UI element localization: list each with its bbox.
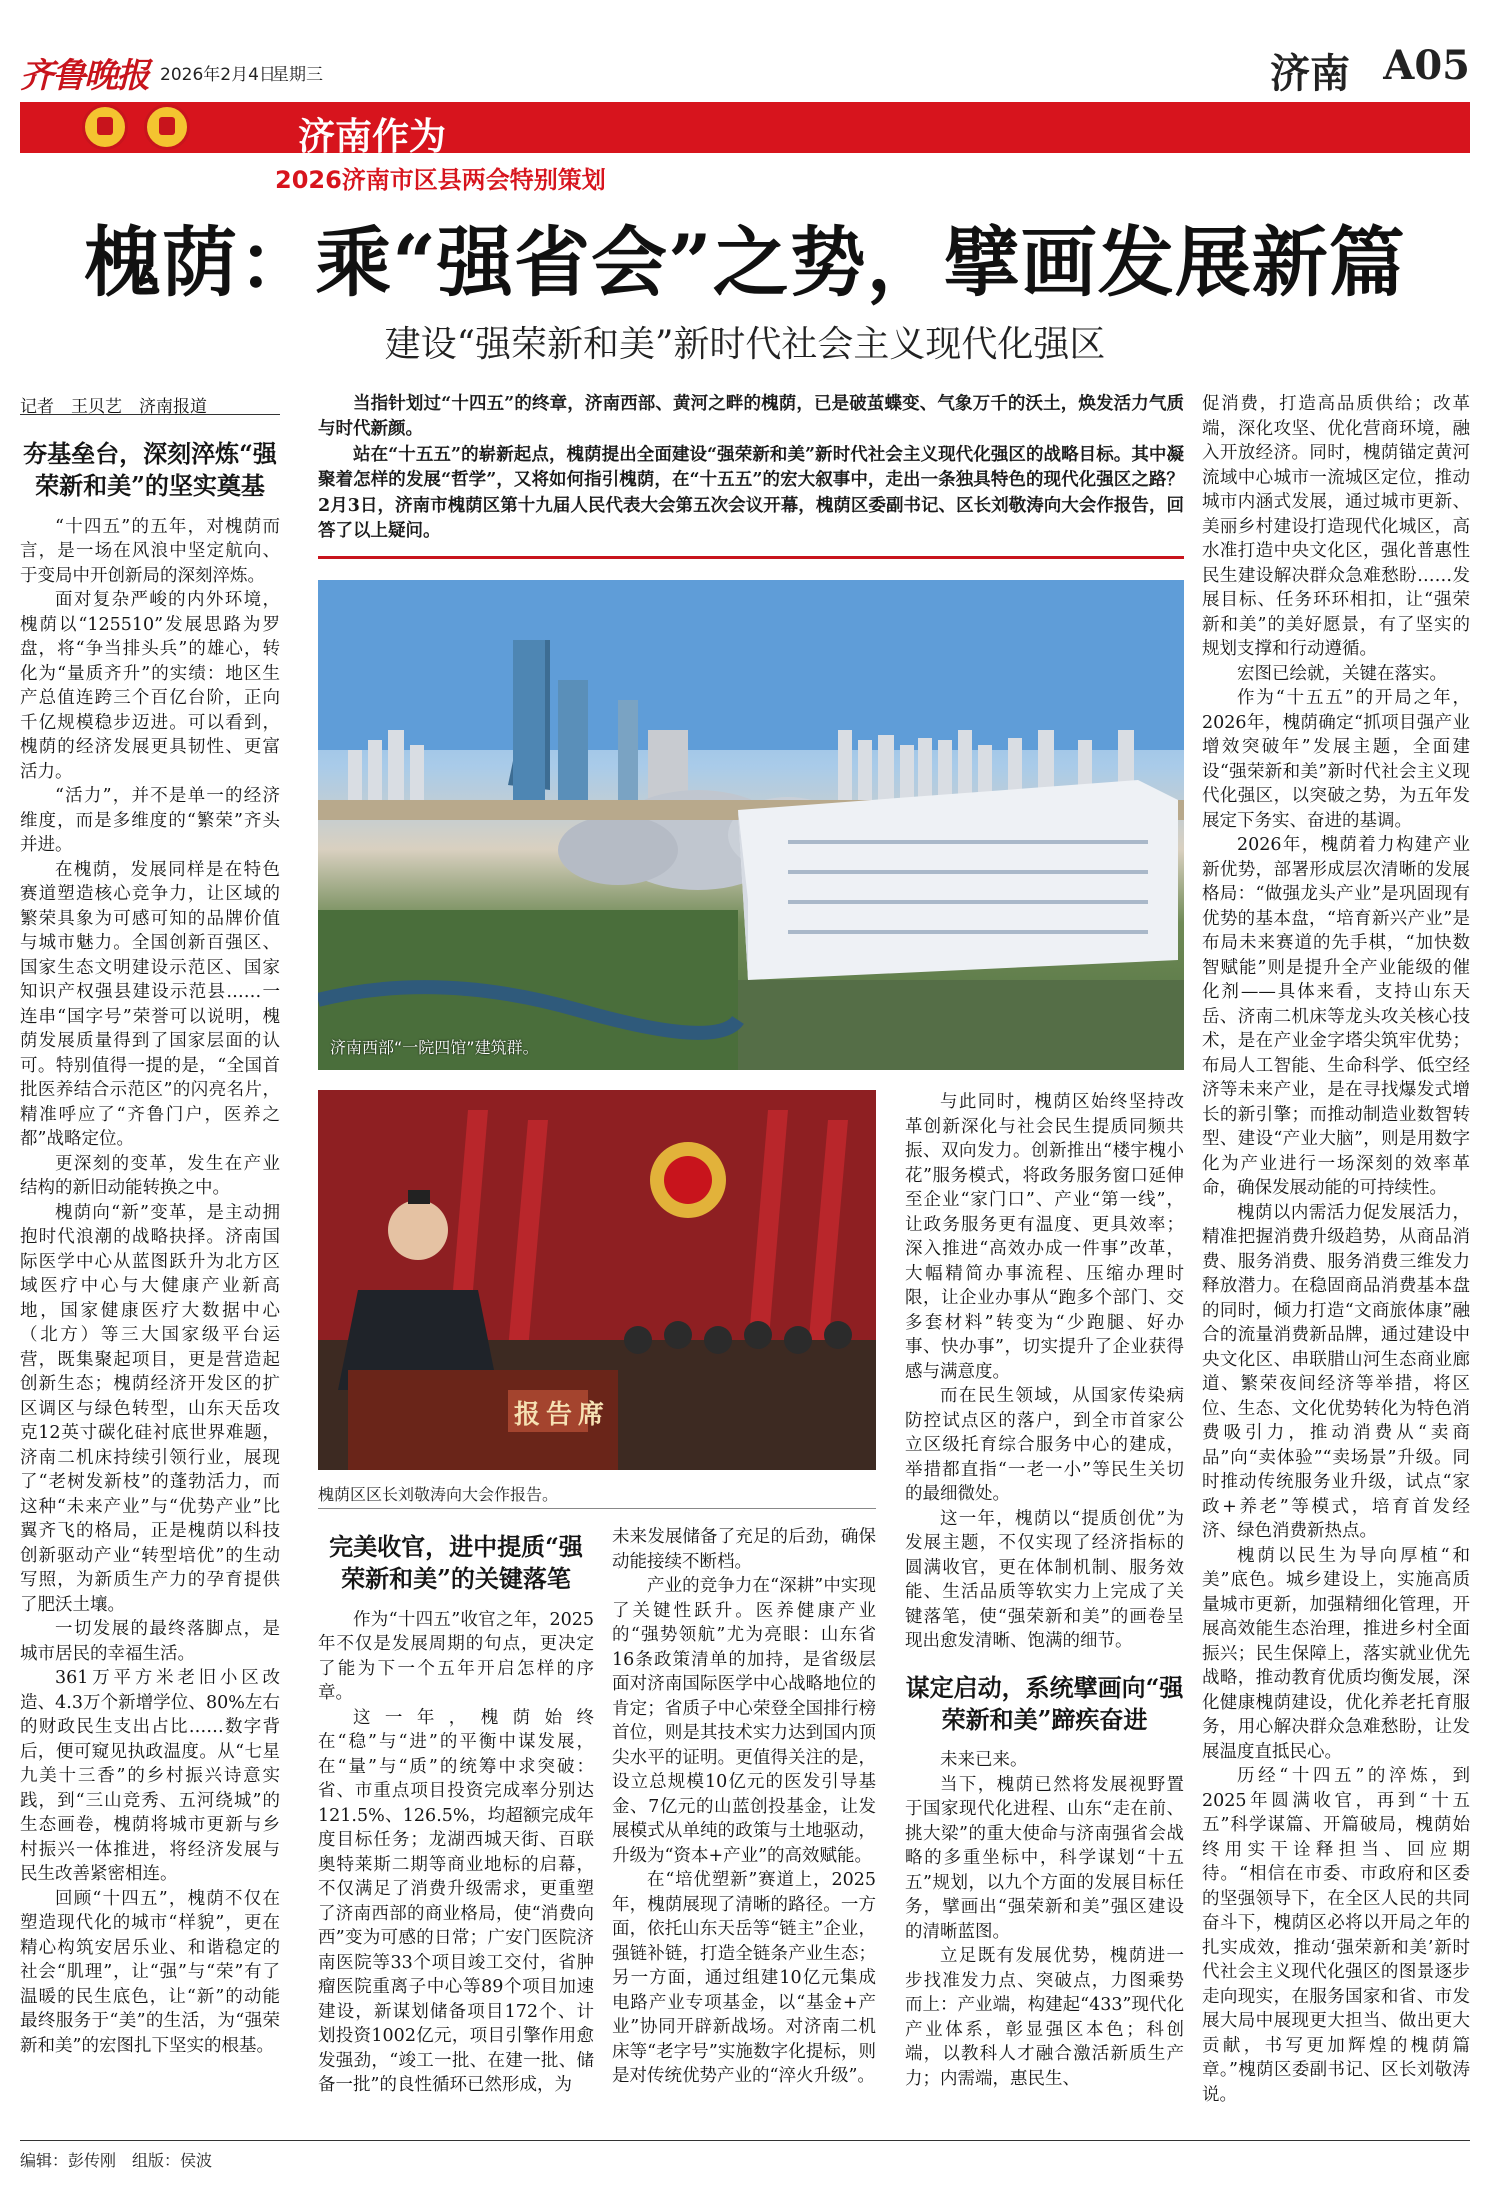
intro-paragraph: 当指针划过“十四五”的终章，济南西部、黄河之畔的槐荫，已是破茧蝶变、气象万千的沃土，焕发活力气质与时代新颜。 [318, 394, 1184, 440]
paragraph: 未来发展储备了充足的后劲，确保动能接续不断档。 [612, 1527, 876, 1572]
paragraph: “活力”，并不是单一的经济维度，而是多维度的“繁荣”齐头并进。 [20, 786, 280, 856]
paragraph: 作为“十五五”的开局之年，2026年，槐荫确定“抓项目强产业增效突破年”发展主题，全面建设“强荣新和美”新时代社会主义现代化强区，以突破之势，为五年发展定下务实、奋进的基调。 [1202, 688, 1470, 831]
divider [20, 2140, 1470, 2141]
cppcc-emblem-icon [144, 104, 190, 150]
paragraph: 与此同时，槐荫区始终坚持改革创新深化与社会民生提质同频共振、双向发力。创新推出“楼宇槐小花”服务模式，将政务服务窗口延伸至企业“家门口”、产业“第一线”，让政务服务更有温度、更具效率；深入推进“高效办成一件事”改革，大幅精简办事流程、压缩办理时限，让企业办事从“跑多个部门、交多套材料”转变为“少跑腿、好办事、快办事”，切实提升了企业获得感与满意度。 [905, 1092, 1184, 1382]
paragraph: 当下，槐荫已然将发展视野置于国家现代化进程、山东“走在前、挑大梁”的重大使命与济南强省会战略的多重坐标中，科学谋划“十五五”规划，以九个方面的发展目标任务，擘画出“强荣新和美”强区建设的清晰蓝图。 [905, 1774, 1184, 1942]
masthead [20, 40, 1470, 100]
paragraph: 361万平方米老旧小区改造、4.3万个新增学位、80%左右的财政民生支出占比……数字背后，便可窥见执政温度。从“七星九美十三香”的乡村振兴诗意实践，到“三山竞秀、五河绕城”的生态画卷，槐荫将城市更新与乡村振兴一体推进，将经济发展与民生改善紧密相连。 [20, 1668, 280, 1885]
podium-sign: 报告席 [514, 1400, 611, 1430]
section-heading: 夯基垒台，深刻淬炼“强荣新和美”的坚实奠基 [23, 439, 277, 501]
page-number: A05 [1383, 42, 1470, 89]
paragraph: 槐荫向“新”变革，是主动拥抱时代浪潮的战略抉择。济南国际医学中心从蓝图跃升为北方区域医疗中心与大健康产业新高地，国家健康医疗大数据中心（北方）等三大国家级平台运营，既集聚起项目，更是营造起创新生态；槐荫经济开发区的扩区调区与绿色转型，山东天岳攻克12英寸碳化硅衬底世界难题，济南二机床持续引领行业，展现了“老树发新枝”的蓬勃活力，而这种“未来产业”与“优势产业”比翼齐飞的格局，正是槐荫以科技创新驱动产业“转型培优”的生动写照，为新质生产力的孕育提供了肥沃土壤。 [20, 1202, 280, 1615]
article-column-3 [612, 1525, 876, 2115]
byline: 记者 王贝艺 济南报道 [20, 397, 207, 417]
paragraph: 历经“十四五”的淬炼，到2025年圆满收官，再到“十五五”科学谋篇、开篇破局，槐荫始终用实干诠释担当、回应期待。“相信在市委、市政府和区委的坚强领导下，在全区人民的共同奋斗下，槐荫区必将以开局之年的扎实成效，推动‘强荣新和美’新时代社会主义现代化强区的图景逐步走向现实，在服务国家和省、市发展大局中展现更大担当、做出更大贡献，书写更加辉煌的槐荫篇章。”槐荫区委副书记、区长刘敬涛说。 [1202, 1766, 1470, 2105]
editor-credits: 编辑：彭传刚 组版：侯波 [20, 2151, 213, 2170]
newspaper-logo: 齐鲁晚报 [20, 56, 148, 96]
paragraph: 在“培优塑新”赛道上，2025年，槐荫展现了清晰的路径。一方面，依托山东天岳等“链主”企业，强链补链，打造全链条产业生态；另一方面，通过组建10亿元集成电路产业专项基金，以“基金+产业”协同开辟新战场。对济南二机床等“老字号”实施数字化提标，则是对传统优势产业的“淬火升级”。 [612, 1870, 876, 2086]
photo-district-head-report [318, 1090, 876, 1470]
photo-caption: 槐荫区区长刘敬涛向大会作报告。 [318, 1485, 559, 1504]
paragraph: 产业的竞争力在“深耕”中实现了关键性跃升。医养健康产业的“强势领航”尤为亮眼：山东省16条政策清单的加持，是省级层面对济南国际医学中心战略地位的肯定；省质子中心荣登全国排行榜首位，则是其技术实力达到国内顶尖水平的证明。更值得关注的是，设立总规模10亿元的医发引导基金、7亿元的山蓝创投基金，让发展模式从单纯的政策与土地驱动，升级为“资本+产业”的高效赋能。 [612, 1576, 876, 1866]
headline: 槐荫：乘“强省会”之势，擘画发展新篇 [84, 218, 1406, 307]
paragraph: 回顾“十四五”，槐荫不仅在塑造现代化的城市“样貌”，更在精心构筑安居乐业、和谐稳定的社会“肌理”，让“强”与“荣”有了温暖的民生底色，让“新”的动能最终服务于“美”的生活，为“强荣新和美”的宏图扎下坚实的根基。 [20, 1888, 280, 2056]
paragraph: 一切发展的最终落脚点，是城市居民的幸福生活。 [20, 1619, 280, 1664]
paragraph: 作为“十四五”收官之年，2025年不仅是发展周期的句点，更决定了能为下一个五年开启怎样的序章。 [318, 1609, 594, 1704]
divider [318, 1508, 876, 1509]
article-column-4 [905, 1090, 1184, 2115]
photo-west-jinan-buildings [318, 580, 1184, 1070]
page-section: 济南 [1270, 50, 1350, 97]
special-coverage-label: 2026济南市区县两会特别策划 [275, 166, 606, 194]
section-banner [20, 102, 1470, 158]
photo-caption: 济南西部“一院四馆”建筑群。 [330, 1038, 539, 1057]
divider [318, 556, 1184, 559]
banner-title: 济南作为 [298, 114, 446, 158]
paragraph: 立足既有发展优势，槐荫进一步找准发力点、突破点，力图乘势而上：产业端，构建起“433”现代化产业体系，彰显强区本色；科创端，以教科人才融合激活新质生产力；内需端，惠民生、 [905, 1946, 1184, 2089]
paragraph: 更深刻的变革，发生在产业结构的新旧动能转换之中。 [20, 1153, 280, 1199]
article-column-2 [318, 1525, 594, 2115]
paragraph: 宏图已绘就，关键在落实。 [1237, 663, 1447, 684]
paragraph: 在槐荫，发展同样是在特色赛道塑造核心竞争力，让区域的繁荣具象为可感可知的品牌价值与城市魅力。全国创新百强区、国家生态文明建设示范区、国家知识产权强县建设示范县……一连串“国字号”荣誉可以说明，槐荫发展质量得到了国家层面的认可。特别值得一提的是，“全国首批医养结合示范区”的闪亮名片，精准呼应了“齐鲁门户，医养之都”战略定位。 [20, 859, 280, 1150]
cityscape-illustration [318, 580, 1184, 1070]
paragraph: 未来已来。 [940, 1750, 1028, 1771]
paragraph: 槐荫以内需活力促发展活力，精准把握消费升级趋势，从商品消费、服务消费、服务消费三维发力释放潜力。在稳固商品消费基本盘的同时，倾力打造“文商旅体康”融合的流量消费新品牌，通过建设中央文化区、串联腊山河生态商业廊道、繁荣夜间经济等举措，将区位、生态、文化优势转化为特色消费吸引力，推动消费从“卖商品”向“卖体验”“卖场景”升级。同时推动传统服务业升级，试点“家政+养老”等模式，培育首发经济、绿色消费新热点。 [1202, 1202, 1470, 1541]
paragraph: 这一年，槐荫以“提质创优”为发展主题，不仅实现了经济指标的圆满收官，更在体制机制、服务效能、生活品质等软实力上完成了关键落笔，使“强荣新和美”的画卷呈现出愈发清晰、饱满的细节。 [905, 1508, 1184, 1651]
divider [20, 414, 280, 415]
issue-weekday: 星期三 [272, 65, 323, 85]
section-heading: 谋定启动，系统擘画向“强荣新和美”蹄疾奋进 [905, 1672, 1184, 1734]
paragraph: 而在民生领域，从国家传染病防控试点区的落户，到全市首家公立区级托育综合服务中心的建成，举措都直指“一老一小”等民生关切的最细微处。 [905, 1386, 1184, 1504]
paragraph: “十四五”的五年，对槐荫而言，是一场在风浪中坚定航向、于变局中开创新局的深刻淬炼。 [20, 516, 280, 586]
paragraph: 槐荫以民生为导向厚植“和美”底色。城乡建设上，实施高质量城市更新，加强精细化管理，开展高效能生态治理，推进乡村全面振兴；民生保障上，落实就业优先战略，推动教育优质均衡发展，深化健康槐荫建设，优化养老托育服务，用心解决群众急难愁盼，让发展温度直抵民心。 [1202, 1545, 1470, 1762]
article-intro [318, 392, 1184, 544]
paragraph: 促消费，打造高品质供给；改革端，深化攻坚、优化营商环境，融入开放经济。同时，槐荫锚定黄河流域中心城市一流城区定位，推动城市内涵式发展，通过城市更新、美丽乡村建设打造现代化城区，高水准打造中央文化区，强化普惠性民生建设解决群众急难愁盼……发展目标、任务环环相扣，让“强荣新和美”的美好愿景，有了坚实的规划支撑和行动遵循。 [1202, 394, 1470, 659]
article-column-5 [1202, 392, 1470, 2115]
national-emblem-icon [82, 104, 128, 150]
issue-date: 2026年2月4日 [160, 65, 276, 85]
article-column-1 [20, 432, 280, 2112]
paragraph: 面对复杂严峻的内外环境，槐荫以“125510”发展思路为罗盘，将“争当排头兵”的雄心，转化为“量质齐升”的实绩：地区生产总值连跨三个百亿台阶，正向千亿规模稳步迈进。可以看到，槐荫的经济发展更具韧性、更富活力。 [20, 590, 280, 782]
paragraph: 2026年，槐荫着力构建产业新优势，部署形成层次清晰的发展格局：“做强龙头产业”是巩固现有优势的基本盘，“培育新兴产业”是布局未来赛道的先手棋，“加快数智赋能”则是提升全产业能级的催化剂——具体来看，支持山东天岳、济南二机床等龙头攻关核心技术，是在产业金字塔尖筑牢优势；布局人工智能、生命科学、低空经济等未来产业，是在寻找爆发式增长的新引擎；而推动制造业数智转型、建设“产业大脑”，则是用数字化为产业进行一场深刻的效率革命，确保发展动能的可持续性。 [1202, 835, 1470, 1198]
intro-paragraph: 站在“十五五”的崭新起点，槐荫提出全面建设“强荣新和美”新时代社会主义现代化强区的战略目标。其中凝聚着怎样的发展“哲学”，又将如何指引槐荫，在“十五五”的宏大叙事中，走出一条独具特色的现代化强区之路？2月3日，济南市槐荫区第十九届人民代表大会第五次会议开幕，槐荫区委副书记、区长刘敬涛向大会作报告，回答了以上疑问。 [318, 444, 1184, 541]
deck: 建设“强荣新和美”新时代社会主义现代化强区 [384, 324, 1106, 365]
paragraph: 这一年，槐荫始终在“稳”与“进”的平衡中谋发展，在“量”与“质”的统筹中求突破：省、市重点项目投资完成率分别达121.5%、126.5%，均超额完成年度目标任务；龙湖西城天街、百联奥特莱斯二期等商业地标的启幕，不仅满足了消费升级需求，更重塑了济南西部的商业格局，使“消费向西”变为可感的日常；广安门医院济南医院等33个项目竣工交付，省肿瘤医院重离子中心等89个项目加速建设，新谋划储备项目172个、计划投资1002亿元，项目引擎作用愈发强劲，“竣工一批、在建一批、储备一批”的良性循环已然形成，为 [318, 1707, 594, 2096]
section-heading: 完美收官，进中提质“强荣新和美”的关键落笔 [329, 1532, 583, 1594]
